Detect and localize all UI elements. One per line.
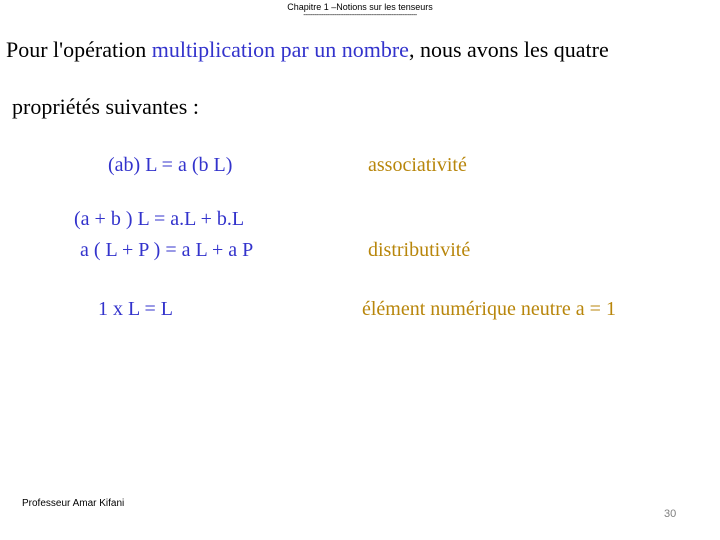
footer-author: Professeur Amar Kifani bbox=[22, 498, 125, 509]
distributivity-formula-scalar: (a + b ) L = a.L + b.L bbox=[74, 208, 245, 230]
distributivity-formula-vector: a ( L + P ) = a L + a P bbox=[80, 239, 254, 261]
chapter-header: Chapitre 1 –Notions sur les tenseurs bbox=[287, 2, 433, 12]
associativity-formula: (ab) L = a (b L) bbox=[108, 154, 233, 176]
intro-paragraph bbox=[6, 36, 609, 64]
intro-text-end: , nous avons les quatre bbox=[408, 37, 609, 62]
distributivity-label: distributivité bbox=[368, 239, 471, 261]
intro-paragraph-continued: propriétés suivantes : bbox=[12, 94, 199, 119]
intro-highlight: multiplication par un nombre bbox=[151, 37, 409, 62]
associativity-label: associativité bbox=[368, 154, 467, 176]
page-number: 30 bbox=[664, 508, 677, 520]
intro-text-start: Pour l'opération bbox=[6, 37, 152, 62]
header-divider: -------------------------------------------------------------- bbox=[303, 12, 417, 19]
neutral-element-formula: 1 x L = L bbox=[98, 298, 173, 320]
neutral-element-label: élément numérique neutre a = 1 bbox=[362, 298, 616, 320]
